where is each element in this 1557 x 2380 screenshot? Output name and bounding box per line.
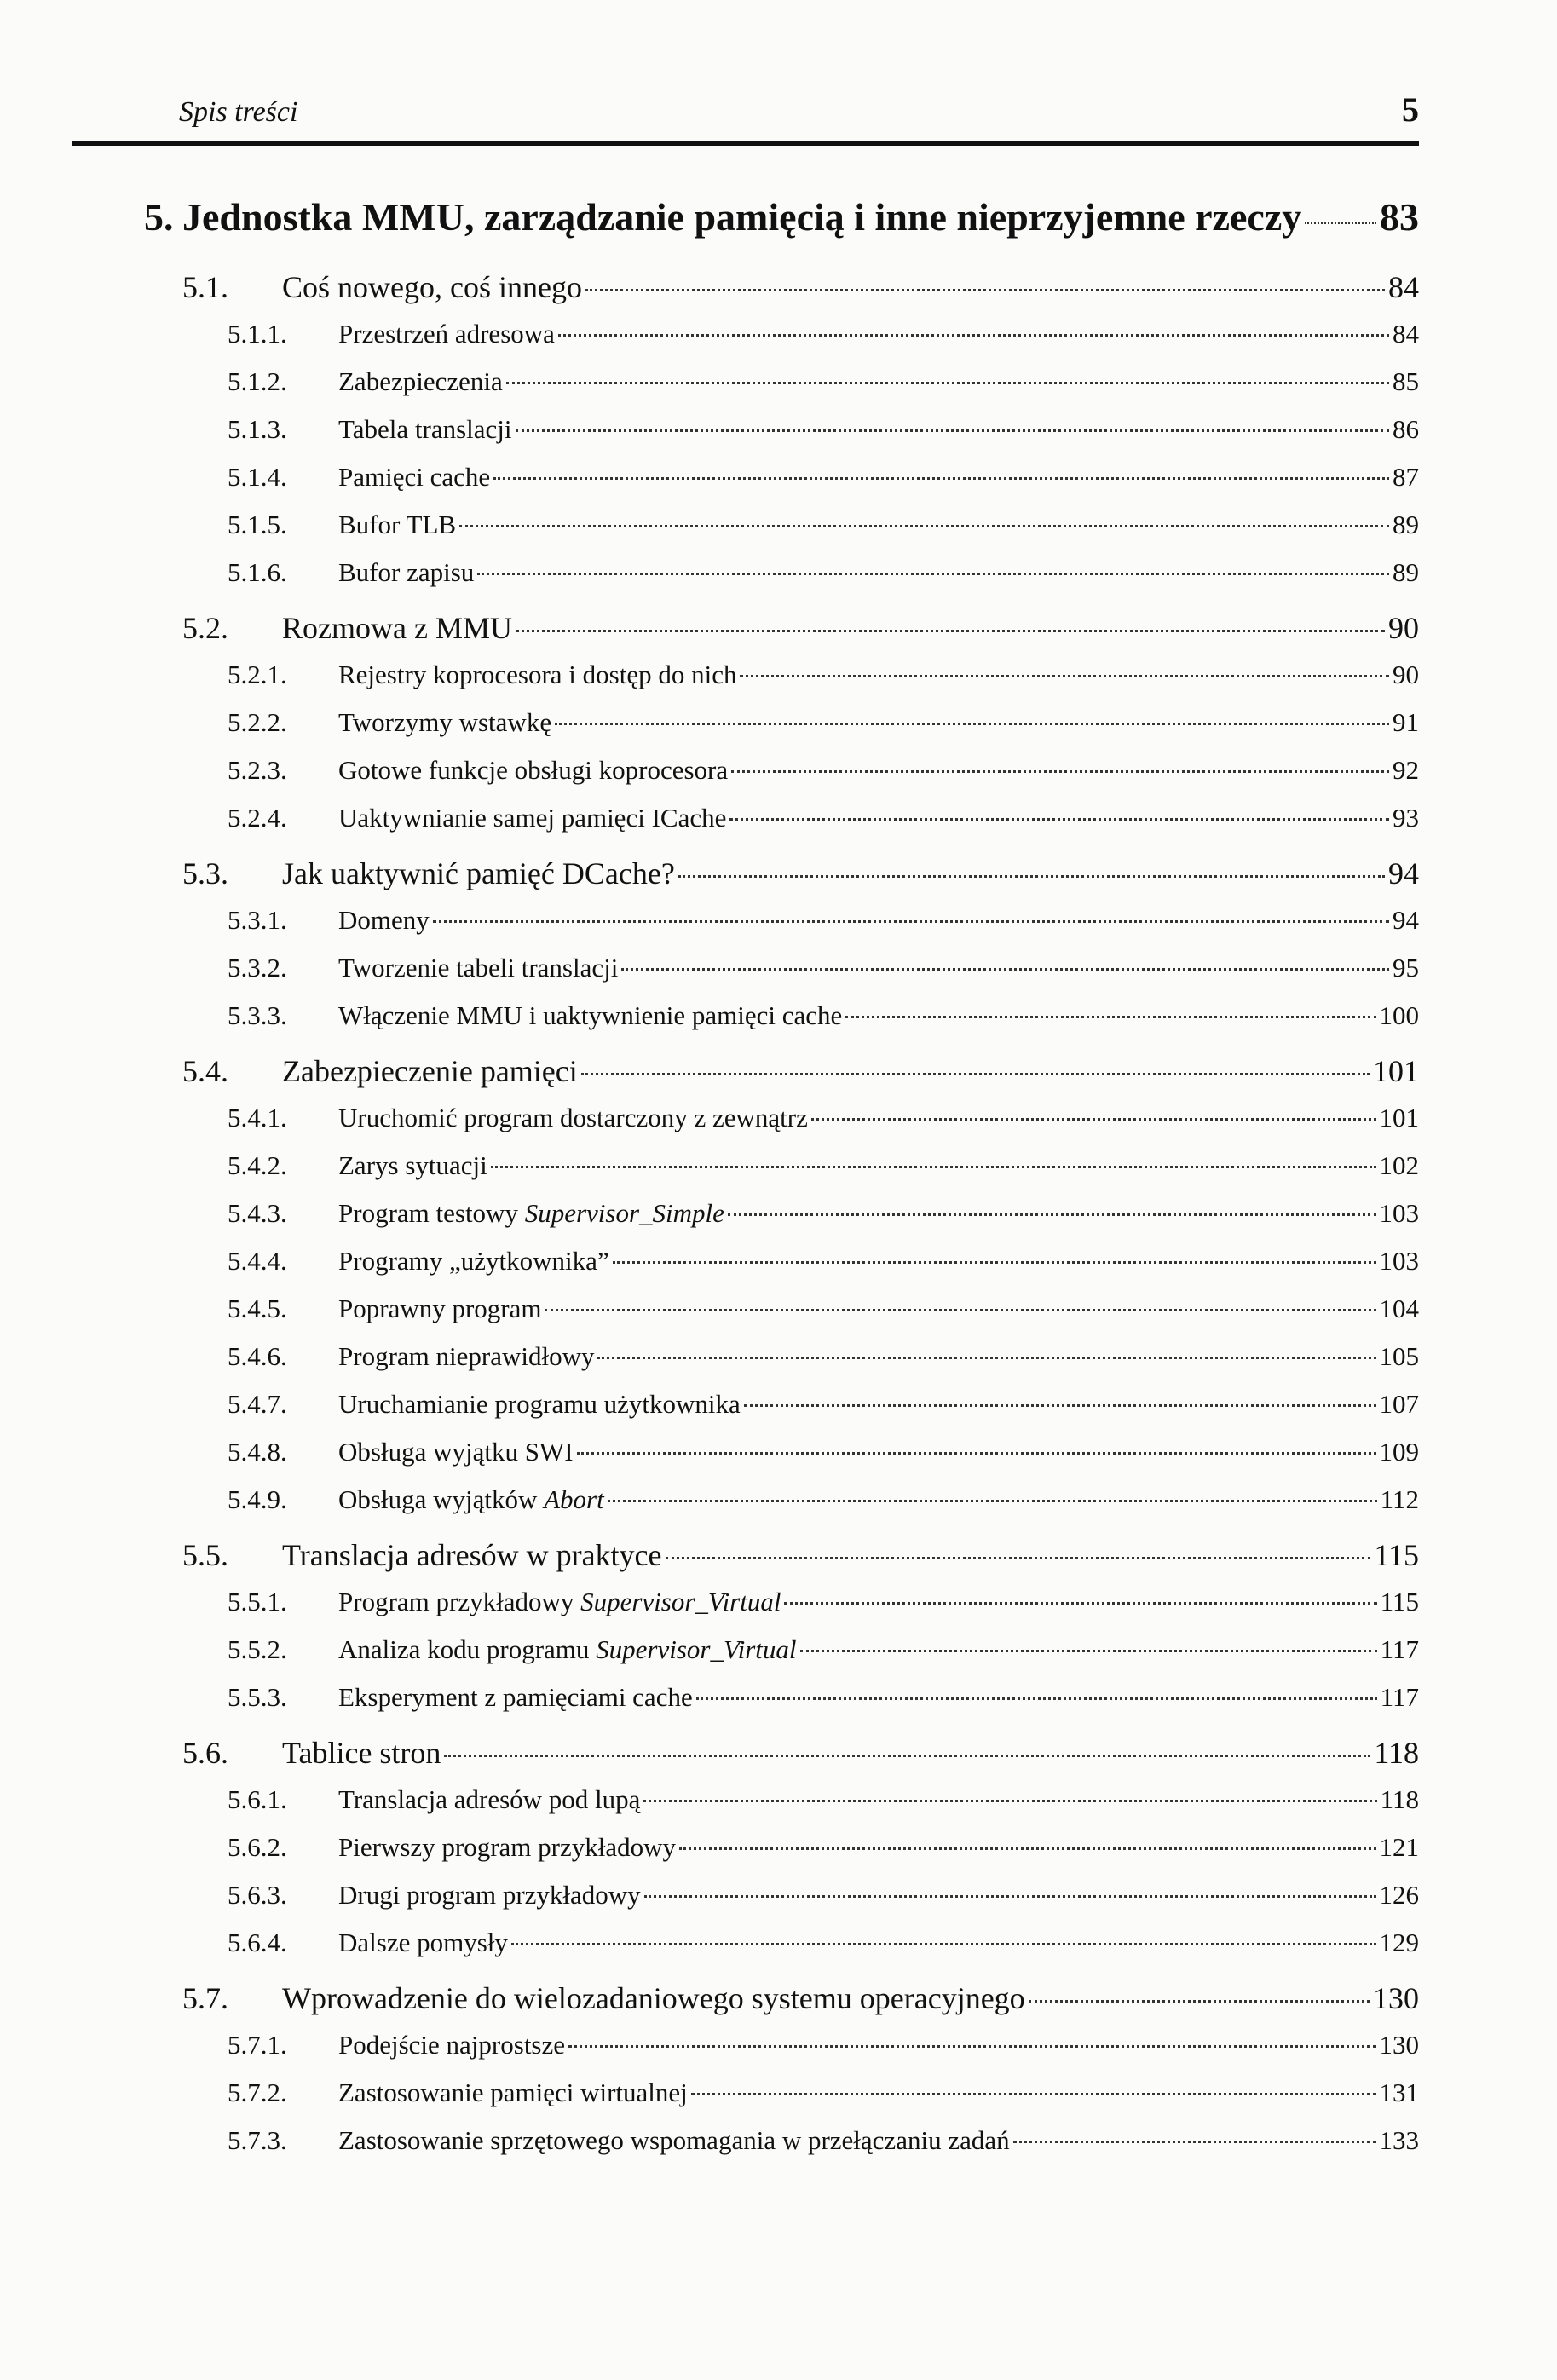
entry-title-wrap (338, 1198, 724, 1229)
dot-leader (545, 1309, 1375, 1311)
entry-page: 102 (1379, 1150, 1419, 1180)
entry-title-wrap (338, 2030, 565, 2060)
toc-chapter[interactable] (0, 194, 1419, 254)
entry-page: 90 (1388, 611, 1419, 645)
entry-number: 5.4.5. (228, 1294, 287, 1323)
dot-leader (679, 1847, 1375, 1850)
entry-title-wrap (338, 1880, 641, 1910)
dot-leader (845, 1016, 1375, 1018)
entry-title: Wprowadzenie do wielozadaniowego systemu operacyjnego (282, 1981, 1025, 2015)
dot-leader (744, 1404, 1376, 1407)
entry-page: 84 (1388, 270, 1419, 304)
entry-number: 5.4.7. (228, 1389, 287, 1419)
entry-number: 5.1. (182, 270, 228, 304)
chapter-number: 5. (144, 195, 174, 239)
running-header-title: Spis treści (179, 96, 298, 128)
entry-page: 117 (1380, 1682, 1419, 1712)
toc-subsection[interactable] (0, 707, 1419, 755)
toc-subsection[interactable] (0, 1198, 1419, 1246)
toc-subsection[interactable] (0, 1150, 1419, 1198)
entry-title-wrap (338, 1928, 508, 1958)
toc-subsection[interactable] (0, 953, 1419, 1000)
entry-number: 5.7.1. (228, 2030, 287, 2060)
entry-page: 84 (1393, 319, 1419, 349)
entry-title-wrap (338, 319, 555, 349)
entry-title: Tworzenie tabeli translacji (338, 953, 619, 983)
dot-leader (459, 525, 1389, 527)
entry-title-wrap (338, 1341, 594, 1372)
toc-subsection[interactable] (0, 1634, 1419, 1682)
entry-page: 117 (1380, 1634, 1419, 1664)
dot-leader (811, 1118, 1376, 1121)
entry-title-wrap (338, 1389, 741, 1420)
toc-subsection[interactable] (0, 1246, 1419, 1294)
entry-title-italic: Supervisor_Virtual (580, 1587, 781, 1616)
toc-subsection[interactable] (0, 803, 1419, 850)
toc-subsection[interactable] (0, 366, 1419, 414)
dot-leader (621, 968, 1389, 971)
toc-subsection[interactable] (0, 1880, 1419, 1928)
entry-page: 118 (1380, 1784, 1419, 1814)
entry-page: 107 (1379, 1389, 1419, 1419)
entry-title: Uruchamianie programu użytkownika (338, 1389, 741, 1419)
chapter-page: 83 (1380, 195, 1419, 239)
entry-title: Rozmowa z MMU (282, 611, 512, 645)
dot-leader (555, 723, 1389, 725)
entry-title: Tablice stron (282, 1736, 441, 1770)
entry-page: 86 (1393, 414, 1419, 444)
dot-leader (666, 1557, 1371, 1559)
entry-number: 5.2.3. (228, 755, 287, 785)
entry-number: 5.6. (182, 1736, 228, 1770)
entry-title-wrap (338, 366, 503, 397)
entry-page: 130 (1373, 1981, 1419, 2015)
entry-number: 5.1.2. (228, 366, 287, 396)
entry-title: Podejście najprostsze (338, 2030, 566, 2060)
toc-subsection[interactable] (0, 1484, 1419, 1532)
entry-number: 5.5. (182, 1538, 228, 1572)
entry-title-wrap (338, 1000, 842, 1031)
dot-leader (643, 1800, 1376, 1802)
toc-section[interactable] (0, 1735, 1419, 1784)
dot-leader (613, 1261, 1376, 1264)
entry-page: 87 (1393, 462, 1419, 492)
entry-title: Translacja adresów pod lupą (338, 1784, 641, 1814)
entry-number: 5.6.4. (228, 1928, 287, 1957)
dot-leader (1013, 2141, 1376, 2143)
entry-number: 5.2.2. (228, 707, 287, 737)
entry-title: Gotowe funkcje obsługi koprocesora (338, 755, 729, 785)
entry-title: Dalsze pomysły (338, 1928, 508, 1957)
toc-subsection[interactable] (0, 1437, 1419, 1484)
entry-page: 100 (1379, 1000, 1419, 1030)
entry-title: Tworzymy wstawkę (338, 707, 552, 737)
toc-subsection[interactable] (0, 319, 1419, 366)
entry-title-wrap (338, 1484, 604, 1515)
toc-subsection[interactable] (0, 660, 1419, 707)
entry-page: 130 (1379, 2030, 1419, 2060)
entry-number: 5.7. (182, 1981, 228, 2015)
entry-title: Obsługa wyjątków (338, 1484, 545, 1514)
header-rule (72, 141, 1419, 146)
entry-number: 5.5.2. (228, 1634, 287, 1664)
entry-title: Włączenie MMU i uaktywnienie pamięci cache (338, 1000, 843, 1030)
entry-title: Program nieprawidłowy (338, 1341, 595, 1371)
toc-section[interactable] (0, 856, 1419, 905)
entry-title-wrap (338, 1294, 541, 1324)
entry-title: Zabezpieczenie pamięci (282, 1054, 578, 1088)
entry-title-italic: Supervisor_Simple (524, 1198, 724, 1228)
dot-leader (506, 382, 1389, 384)
entry-number: 5.1.5. (228, 510, 287, 539)
entry-page: 91 (1393, 707, 1419, 737)
entry-number: 5.6.1. (228, 1784, 287, 1814)
dot-leader (1029, 2000, 1370, 2003)
entry-title-wrap (282, 856, 675, 891)
toc-subsection[interactable] (0, 755, 1419, 803)
chapter-title: Jednostka MMU, zarządzanie pamięcią i inne nieprzyjemne rzeczy (182, 195, 1302, 239)
toc-subsection[interactable] (0, 2030, 1419, 2077)
dot-leader (644, 1895, 1376, 1898)
entry-number: 5.1.3. (228, 414, 287, 444)
entry-page: 121 (1379, 1832, 1419, 1862)
entry-title: Przestrzeń adresowa (338, 319, 555, 349)
entry-number: 5.2.1. (228, 660, 287, 689)
entry-title: Domeny (338, 905, 430, 935)
entry-number: 5.4. (182, 1054, 228, 1088)
entry-number: 5.2. (182, 611, 228, 645)
page-number: 5 (1402, 90, 1419, 129)
entry-title: Jak uaktywnić pamięć DCache? (282, 856, 675, 890)
entry-page: 94 (1388, 856, 1419, 890)
toc-subsection[interactable] (0, 1341, 1419, 1389)
dot-leader (784, 1602, 1376, 1605)
entry-title-wrap (338, 414, 512, 445)
entry-page: 129 (1379, 1928, 1419, 1957)
entry-title-wrap (282, 1735, 441, 1771)
entry-title: Program testowy (338, 1198, 525, 1228)
dot-leader (558, 334, 1389, 337)
dot-leader (691, 2093, 1376, 2095)
table-of-contents (0, 194, 1419, 2173)
entry-title-wrap (338, 803, 726, 833)
entry-title: Zastosowanie pamięci wirtualnej (338, 2077, 688, 2107)
toc-section[interactable] (0, 1980, 1419, 2030)
toc-subsection[interactable] (0, 905, 1419, 953)
entry-page: 92 (1393, 755, 1419, 785)
toc-subsection[interactable] (0, 1928, 1419, 1975)
entry-number: 5.5.1. (228, 1587, 287, 1616)
entry-title: Bufor zapisu (338, 557, 475, 587)
entry-title: Bufor TLB (338, 510, 457, 539)
entry-number: 5.1.1. (228, 319, 287, 349)
entry-title: Poprawny program (338, 1294, 542, 1323)
entry-number: 5.3.1. (228, 905, 287, 935)
entry-title: Pierwszy program przykładowy (338, 1832, 677, 1862)
entry-number: 5.3. (182, 856, 228, 890)
entry-number: 5.4.2. (228, 1150, 287, 1180)
entry-title-wrap (338, 462, 490, 493)
entry-title-wrap (338, 707, 551, 738)
dot-leader (493, 477, 1389, 480)
entry-number: 5.4.8. (228, 1437, 287, 1467)
entry-number: 5.4.9. (228, 1484, 287, 1514)
entry-title-italic: Abort (544, 1484, 604, 1514)
dot-leader (696, 1697, 1377, 1700)
entry-title-wrap (338, 1784, 640, 1815)
entry-title: Zabezpieczenia (338, 366, 503, 396)
entry-title-wrap (282, 610, 512, 646)
entry-page: 101 (1379, 1103, 1419, 1132)
entry-title: Obsługa wyjątku SWI (338, 1437, 574, 1467)
running-header (72, 89, 1419, 141)
entry-title-wrap (338, 1103, 808, 1133)
toc-subsection[interactable] (0, 1000, 1419, 1048)
entry-title-wrap (338, 1150, 487, 1181)
entry-number: 5.4.3. (228, 1198, 287, 1228)
dot-leader (511, 1943, 1376, 1945)
toc-subsection[interactable] (0, 2125, 1419, 2173)
entry-title-wrap (282, 1053, 578, 1089)
entry-title-wrap (338, 660, 736, 690)
entry-page: 115 (1380, 1587, 1419, 1616)
dot-leader (444, 1755, 1370, 1757)
toc-subsection[interactable] (0, 1682, 1419, 1730)
entry-title-wrap (338, 2125, 1010, 2156)
toc-section[interactable] (0, 269, 1419, 319)
toc-section[interactable] (0, 610, 1419, 660)
entry-title: Uruchomić program dostarczony z zewnątrz (338, 1103, 808, 1132)
entry-number: 5.1.6. (228, 557, 287, 587)
entry-page: 109 (1379, 1437, 1419, 1467)
entry-title-wrap (338, 755, 728, 786)
dot-leader (728, 1213, 1376, 1216)
dot-leader (678, 875, 1385, 878)
dot-leader (433, 920, 1389, 923)
entry-number: 5.7.2. (228, 2077, 287, 2107)
entry-page: 115 (1374, 1538, 1419, 1572)
entry-title-wrap (338, 1587, 781, 1617)
entry-title-italic: Supervisor_Virtual (596, 1634, 797, 1664)
entry-title: Pamięci cache (338, 462, 491, 492)
entry-number: 5.5.3. (228, 1682, 287, 1712)
entry-number: 5.3.2. (228, 953, 287, 983)
entry-number: 5.3.3. (228, 1000, 287, 1030)
entry-title: Tabela translacji (338, 414, 512, 444)
entry-number: 5.4.4. (228, 1246, 287, 1276)
entry-title: Programy „użytkownika” (338, 1246, 609, 1276)
entry-number: 5.2.4. (228, 803, 287, 833)
dot-leader (731, 770, 1389, 773)
entry-page: 131 (1379, 2077, 1419, 2107)
entry-page: 133 (1379, 2125, 1419, 2155)
entry-page: 93 (1393, 803, 1419, 833)
entry-page: 104 (1379, 1294, 1419, 1323)
toc-subsection[interactable] (0, 557, 1419, 605)
entry-title: Coś nowego, coś innego (282, 270, 582, 304)
toc-section[interactable] (0, 1537, 1419, 1587)
entry-title-wrap (282, 1537, 662, 1573)
dot-leader (568, 2045, 1375, 2048)
dot-leader (608, 1500, 1377, 1502)
entry-page: 89 (1393, 510, 1419, 539)
entry-title-wrap (338, 1246, 609, 1276)
dot-leader (581, 1073, 1370, 1075)
dot-leader (477, 573, 1389, 575)
entry-title-wrap (338, 1634, 797, 1665)
entry-page: 103 (1379, 1198, 1419, 1228)
dot-leader (516, 429, 1389, 432)
entry-title-wrap (338, 510, 456, 540)
entry-page: 103 (1379, 1246, 1419, 1276)
entry-page: 112 (1380, 1484, 1419, 1514)
entry-page: 90 (1393, 660, 1419, 689)
toc-subsection[interactable] (0, 414, 1419, 462)
entry-title-wrap (338, 557, 474, 588)
entry-title-wrap (282, 269, 582, 305)
toc-subsection[interactable] (0, 462, 1419, 510)
dot-leader (597, 1357, 1375, 1359)
toc-subsection[interactable] (0, 510, 1419, 557)
dot-leader (800, 1650, 1377, 1652)
toc-subsection[interactable] (0, 1832, 1419, 1880)
dot-leader (577, 1452, 1376, 1455)
entry-title-wrap (338, 1437, 574, 1467)
entry-title-wrap (282, 1980, 1025, 2016)
toc-subsection[interactable] (0, 1389, 1419, 1437)
entry-title: Uaktywnianie samej pamięci ICache (338, 803, 727, 833)
entry-page: 94 (1393, 905, 1419, 935)
entry-title-wrap (338, 1682, 693, 1713)
entry-page: 95 (1393, 953, 1419, 983)
entry-page: 89 (1393, 557, 1419, 587)
entry-number: 5.7.3. (228, 2125, 287, 2155)
entry-title: Program przykładowy (338, 1587, 581, 1616)
dot-leader (1305, 222, 1376, 224)
entry-title: Rejestry koprocesora i dostęp do nich (338, 660, 737, 689)
entry-title: Drugi program przykładowy (338, 1880, 641, 1910)
entry-number: 5.4.6. (228, 1341, 287, 1371)
dot-leader (585, 289, 1385, 291)
entry-title: Analiza kodu programu (338, 1634, 597, 1664)
dot-leader (740, 675, 1389, 677)
toc-subsection[interactable] (0, 1294, 1419, 1341)
entry-title: Zastosowanie sprzętowego wspomagania w przełączaniu zadań (338, 2125, 1010, 2155)
dot-leader (491, 1166, 1376, 1168)
entry-page: 85 (1393, 366, 1419, 396)
entry-page: 105 (1379, 1341, 1419, 1371)
toc-subsection[interactable] (0, 1784, 1419, 1832)
toc-section[interactable] (0, 1053, 1419, 1103)
entry-page: 118 (1374, 1736, 1419, 1770)
entry-title: Zarys sytuacji (338, 1150, 487, 1180)
entry-title-wrap (338, 905, 430, 936)
dot-leader (516, 630, 1385, 632)
entry-title-wrap (338, 953, 618, 983)
toc-subsection[interactable] (0, 1103, 1419, 1150)
entry-page: 101 (1373, 1054, 1419, 1088)
entry-title-wrap (338, 2077, 688, 2108)
toc-subsection[interactable] (0, 1587, 1419, 1634)
entry-number: 5.6.2. (228, 1832, 287, 1862)
toc-subsection[interactable] (0, 2077, 1419, 2125)
entry-title: Eksperyment z pamięciami cache (338, 1682, 693, 1712)
entry-title: Translacja adresów w praktyce (282, 1538, 662, 1572)
entry-number: 5.1.4. (228, 462, 287, 492)
dot-leader (729, 818, 1389, 821)
entry-number: 5.6.3. (228, 1880, 287, 1910)
entry-page: 126 (1379, 1880, 1419, 1910)
entry-title-wrap (338, 1832, 676, 1863)
entry-number: 5.4.1. (228, 1103, 287, 1132)
